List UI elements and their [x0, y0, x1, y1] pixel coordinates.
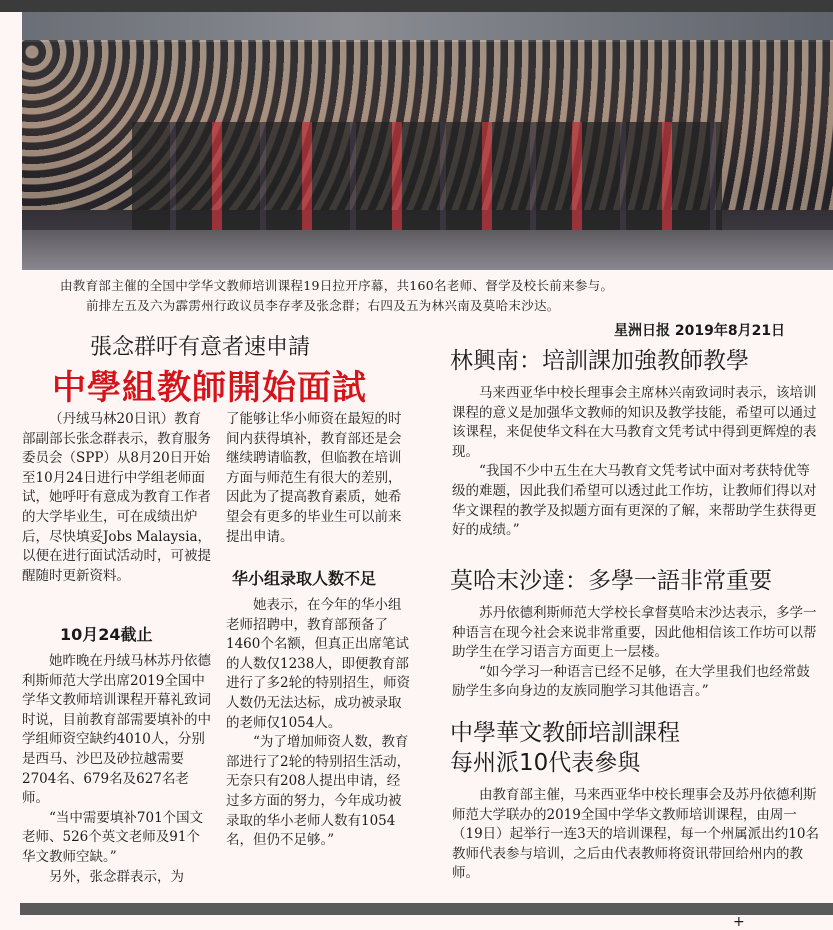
col2-subhead: 华小组录取人数不足: [232, 569, 377, 588]
right-body-3: [452, 786, 820, 884]
paragraph: 她昨晚在丹绒马林苏丹依德利斯师范大学出席2019全国中学华文教师培训课程开幕礼致词时说，目前教育部需要填补的中学组师资空缺约4010人，分别是西马、沙巴及砂拉越需要2704名、679名及627名老师。: [22, 653, 211, 807]
paragraph: 她表示，在今年的华小组老师招聘中，教育部预备了1460个名额，但真正出席笔试的人数仅1238人，即便教育部进行了多2轮的特别招生，师资人数仍无法达标，成功被录取的老师仅1054人。: [226, 597, 411, 731]
paragraph: 了能够让华小师资在最短的时间内获得填补，教育部还是会继续聘请临教，但临教在培训方面与师范生有很大的差别，因此为了提高教育素质，她希望会有更多的毕业生可以前来提出申请。: [226, 411, 402, 545]
paragraph: “为了增加师资人数，教育部进行了2轮的特别招生活动，无奈只有208人提出申请，经过多方面的努力，今年成功被录取的华小老师人数有1054名，但仍不足够。”: [226, 734, 411, 849]
col1-subhead: 10月24截止: [60, 625, 153, 644]
top-rule: [0, 0, 833, 12]
photo-caption-line2: 前排左五及六为霹雳州行政议员李存孝及张念群；右四及五为林兴南及莫哈末沙达。: [86, 298, 560, 313]
photo-caption-line1: 由教育部主催的全国中学华文教师培训课程19日拉开序幕，共160名老师、督学及校长前来参与。: [60, 278, 614, 293]
right-heading-3-line2: 每州派10代表參與: [450, 750, 641, 776]
paragraph: 另外，张念群表示，为: [49, 868, 184, 885]
right-body-2: [452, 604, 820, 702]
right-heading-1: 林興南：培訓課加強教師教學: [450, 348, 749, 374]
paragraph: （丹绒马林20日讯）教育部副部长张念群表示，教育服务委员会（SPP）从8月20日开始至10月24日进行中学组老师面试，她呼吁有意成为教育工作者的大学毕业生，可在成绩出炉后，尽快填妥Jobs Malaysia，以便在进行面试活动时，可被提醒随时更新资料。: [22, 411, 212, 584]
article-headline: 中學組教師開始面試: [52, 368, 367, 408]
right-body-1: [452, 384, 820, 541]
right-heading-3-line1: 中學華文教師培訓課程: [450, 720, 680, 746]
source-label: 星洲日报 2019年8月21日: [614, 323, 786, 339]
paragraph: 由教育部主催，马来西亚华中校长理事会及苏丹依德利斯师范大学联办的2019全国中学华文教师培训课程，由周一（19日）起举行一连3天的培训课程，每一个州属派出约10名教师代表参与培训，之后由代表教师将资讯带回给州内的教师。: [452, 787, 819, 882]
paragraph: 马来西亚华中校长理事会主席林兴南致词时表示，该培训课程的意义是加强华文教师的知识及教学技能，希望可以通过该课程，来促使华文科在大马教育文凭考试中得到更辉煌的表现。: [452, 385, 817, 460]
paragraph: 苏丹依德利斯师范大学校长拿督莫哈末沙达表示，多学一种语言在现今社会来说非常重要，因此他相信该工作坊可以帮助学生在学习语言方面更上一层楼。: [452, 605, 817, 661]
article-col1b: [22, 652, 212, 887]
bottom-rule: [20, 903, 833, 915]
article-col1: [22, 410, 212, 586]
group-photo: [22, 12, 833, 270]
article-subheadline: 張念群吁有意者速申請: [90, 335, 311, 360]
registration-mark: +: [733, 914, 745, 930]
paragraph: “我国不少中五生在大马教育文凭考试中面对考获特优等级的难题，因此我们希望可以透过此工作坊，让教师们得以对华文课程的教学及拟题方面有更深的了解，来帮助学生获得更好的成绩。”: [452, 463, 817, 539]
paragraph: “当中需要填补701个国文老师、526个英文老师及91个华文教师空缺。”: [22, 809, 204, 865]
right-heading-2: 莫哈末沙達：多學一語非常重要: [450, 568, 772, 594]
article-col2: [226, 410, 412, 547]
article-col2b: [226, 596, 412, 851]
paragraph: “如今学习一种语言已经不足够，在大学里我们也经常鼓励学生多向身边的友族同胞学习其他语言。”: [452, 663, 810, 700]
